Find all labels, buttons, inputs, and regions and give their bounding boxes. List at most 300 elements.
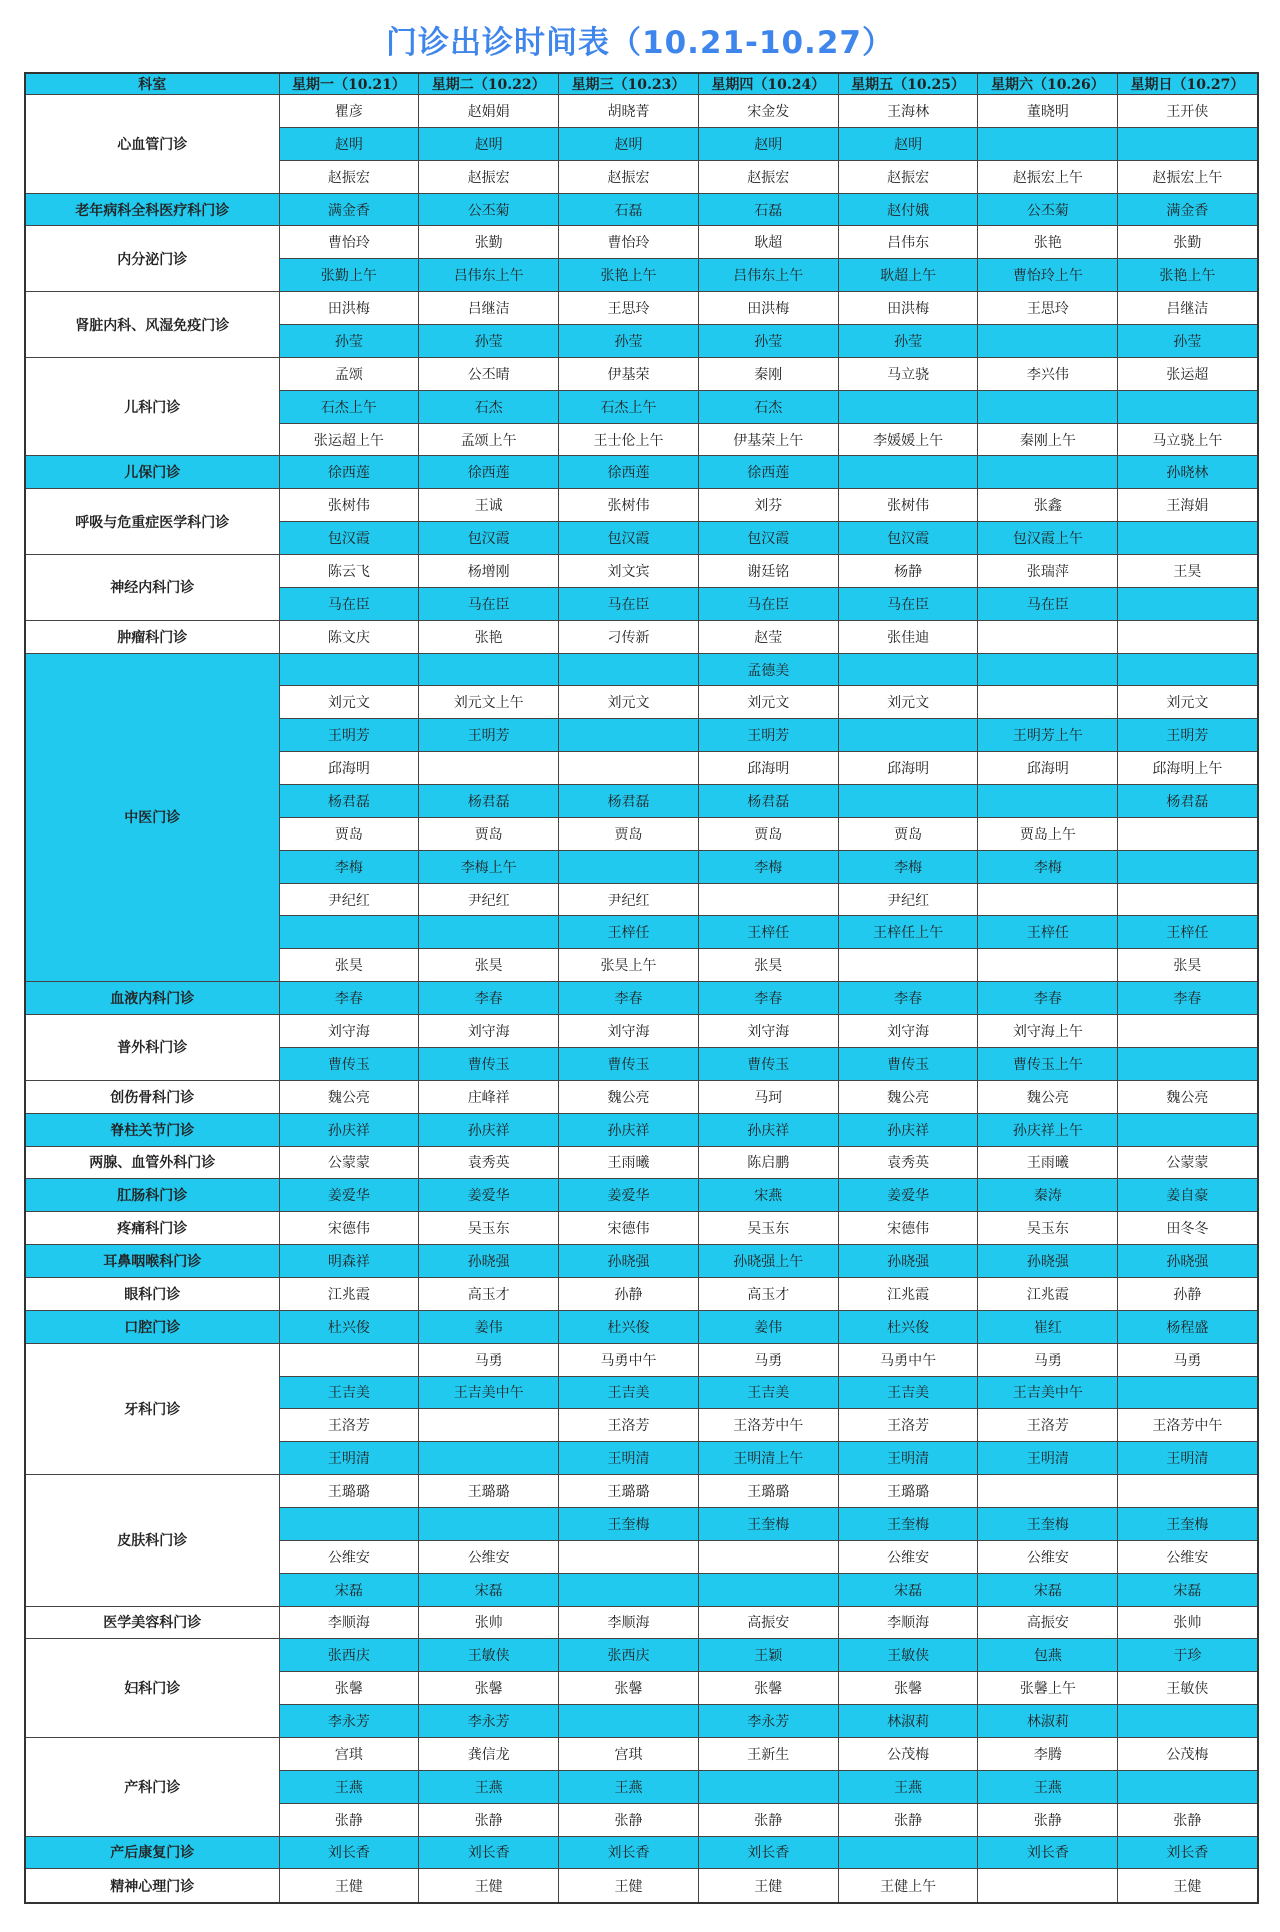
table-row (25, 1869, 1258, 1903)
doctor-cell: 张树伟 (838, 489, 978, 522)
table-row (25, 456, 1258, 489)
doctor-cell: 龚信龙 (419, 1737, 559, 1770)
doctor-cell: 张静 (559, 1803, 699, 1836)
doctor-cell: 贾岛上午 (978, 817, 1118, 850)
doctor-cell: 王海林 (838, 95, 978, 128)
doctor-cell: 张帅 (419, 1606, 559, 1639)
doctor-cell: 贾岛 (419, 817, 559, 850)
doctor-cell: 王健 (698, 1869, 838, 1903)
doctor-cell (559, 752, 699, 785)
column-header-thu: 星期四（10.24） (698, 73, 838, 95)
doctor-cell: 宋磊 (279, 1573, 419, 1606)
doctor-cell: 林淑莉 (838, 1705, 978, 1738)
table-row (25, 620, 1258, 653)
doctor-cell: 孙庆祥上午 (978, 1113, 1118, 1146)
doctor-cell: 邱海明上午 (1118, 752, 1258, 785)
doctor-cell: 王明清 (279, 1442, 419, 1475)
doctor-cell: 孙静 (1118, 1277, 1258, 1310)
doctor-cell: 公维安 (419, 1540, 559, 1573)
doctor-cell: 赵明 (419, 127, 559, 160)
doctor-cell: 王明清 (978, 1442, 1118, 1475)
doctor-cell: 曹怡玲上午 (978, 259, 1118, 292)
doctor-cell: 张帅 (1118, 1606, 1258, 1639)
doctor-cell: 孙庆祥 (559, 1113, 699, 1146)
doctor-cell: 王吉美 (279, 1376, 419, 1409)
doctor-cell: 张静 (279, 1803, 419, 1836)
table-row (25, 1245, 1258, 1278)
doctor-cell: 张勤 (1118, 226, 1258, 259)
table-row (25, 1080, 1258, 1113)
doctor-cell: 马立骁 (838, 357, 978, 390)
doctor-cell: 秦涛 (978, 1179, 1118, 1212)
doctor-cell: 马立骁上午 (1118, 423, 1258, 456)
doctor-cell: 李媛媛上午 (838, 423, 978, 456)
doctor-cell: 刘长香 (419, 1836, 559, 1869)
doctor-cell: 王健 (279, 1869, 419, 1903)
doctor-cell: 公茂梅 (1118, 1737, 1258, 1770)
doctor-cell: 李梅 (838, 850, 978, 883)
doctor-cell (419, 1507, 559, 1540)
doctor-cell: 张瑞萍 (978, 555, 1118, 588)
doctor-cell: 刘长香 (978, 1836, 1118, 1869)
doctor-cell: 包汉霞上午 (978, 522, 1118, 555)
department-name: 创伤骨科门诊 (25, 1080, 279, 1113)
doctor-cell: 王洛芳 (978, 1409, 1118, 1442)
doctor-cell: 孙晓强 (838, 1245, 978, 1278)
doctor-cell: 吕伟东上午 (419, 259, 559, 292)
doctor-cell: 张静 (698, 1803, 838, 1836)
doctor-cell: 石杰上午 (559, 390, 699, 423)
doctor-cell: 包汉霞 (419, 522, 559, 555)
doctor-cell (1118, 1475, 1258, 1508)
doctor-cell: 耿超上午 (838, 259, 978, 292)
doctor-cell: 王洛芳 (559, 1409, 699, 1442)
doctor-cell: 公茂梅 (838, 1737, 978, 1770)
doctor-cell: 李顺海 (838, 1606, 978, 1639)
doctor-cell: 胡晓菁 (559, 95, 699, 128)
doctor-cell: 高玉才 (419, 1277, 559, 1310)
doctor-cell: 孙莹 (279, 325, 419, 358)
doctor-cell: 秦刚 (698, 357, 838, 390)
doctor-cell: 江兆霞 (838, 1277, 978, 1310)
doctor-cell: 王燕 (978, 1770, 1118, 1803)
doctor-cell: 赵振宏 (419, 160, 559, 193)
doctor-cell (978, 325, 1118, 358)
doctor-cell: 杨静 (838, 555, 978, 588)
doctor-cell: 崔红 (978, 1310, 1118, 1343)
doctor-cell: 孟颂 (279, 357, 419, 390)
doctor-cell: 尹纪红 (838, 883, 978, 916)
doctor-cell: 马在臣 (978, 587, 1118, 620)
doctor-cell (838, 1836, 978, 1869)
doctor-cell: 张馨上午 (978, 1672, 1118, 1705)
doctor-cell: 姜爱华 (838, 1179, 978, 1212)
doctor-cell: 宋磊 (1118, 1573, 1258, 1606)
doctor-cell (1118, 1376, 1258, 1409)
doctor-cell: 江兆霞 (978, 1277, 1118, 1310)
doctor-cell: 魏公亮 (1118, 1080, 1258, 1113)
doctor-cell: 李永芳 (419, 1705, 559, 1738)
column-header-sat: 星期六（10.26） (978, 73, 1118, 95)
doctor-cell (978, 1869, 1118, 1903)
doctor-cell: 王新生 (698, 1737, 838, 1770)
doctor-cell: 李春 (978, 982, 1118, 1015)
doctor-cell: 宋德伟 (559, 1212, 699, 1245)
doctor-cell: 孟德美 (698, 653, 838, 686)
doctor-cell (1118, 653, 1258, 686)
doctor-cell: 王明清 (838, 1442, 978, 1475)
doctor-cell: 李腾 (978, 1737, 1118, 1770)
doctor-cell: 张艳上午 (559, 259, 699, 292)
doctor-cell: 田洪梅 (279, 292, 419, 325)
doctor-cell (1118, 522, 1258, 555)
doctor-cell: 张鑫 (978, 489, 1118, 522)
doctor-cell: 孙晓强 (978, 1245, 1118, 1278)
department-name: 眼科门诊 (25, 1277, 279, 1310)
doctor-cell: 公丕菊 (978, 193, 1118, 226)
doctor-cell: 王明清上午 (698, 1442, 838, 1475)
department-name: 口腔门诊 (25, 1310, 279, 1343)
doctor-cell: 李梅上午 (419, 850, 559, 883)
table-row (25, 1277, 1258, 1310)
doctor-cell (978, 620, 1118, 653)
doctor-cell: 公蒙蒙 (279, 1146, 419, 1179)
doctor-cell: 孙晓强 (419, 1245, 559, 1278)
doctor-cell: 刘守海上午 (978, 1015, 1118, 1048)
doctor-cell: 宋燕 (698, 1179, 838, 1212)
doctor-cell: 赵明 (279, 127, 419, 160)
department-name: 疼痛科门诊 (25, 1212, 279, 1245)
doctor-cell: 高玉才 (698, 1277, 838, 1310)
doctor-cell: 尹纪红 (279, 883, 419, 916)
doctor-cell: 马在臣 (279, 587, 419, 620)
doctor-cell: 魏公亮 (559, 1080, 699, 1113)
doctor-cell: 林淑莉 (978, 1705, 1118, 1738)
doctor-cell: 马勇中午 (838, 1343, 978, 1376)
table-row (25, 193, 1258, 226)
doctor-cell: 邱海明 (978, 752, 1118, 785)
doctor-cell: 田洪梅 (838, 292, 978, 325)
doctor-cell: 杨君磊 (559, 785, 699, 818)
doctor-cell: 孙庆祥 (279, 1113, 419, 1146)
doctor-cell: 孙晓强 (559, 1245, 699, 1278)
doctor-cell: 曹怡玲 (279, 226, 419, 259)
doctor-cell: 张静 (838, 1803, 978, 1836)
department-name: 儿保门诊 (25, 456, 279, 489)
table-row (25, 357, 1258, 390)
doctor-cell: 陈启鹏 (698, 1146, 838, 1179)
table-row (25, 1113, 1258, 1146)
doctor-cell: 孙莹 (698, 325, 838, 358)
doctor-cell: 田洪梅 (698, 292, 838, 325)
doctor-cell: 王吉美 (838, 1376, 978, 1409)
doctor-cell: 张昊 (279, 949, 419, 982)
doctor-cell: 孙莹 (559, 325, 699, 358)
doctor-cell: 姜伟 (419, 1310, 559, 1343)
doctor-cell: 张馨 (419, 1672, 559, 1705)
department-name: 内分泌门诊 (25, 226, 279, 292)
doctor-cell (279, 1343, 419, 1376)
doctor-cell: 袁秀英 (419, 1146, 559, 1179)
doctor-cell: 杨增刚 (419, 555, 559, 588)
doctor-cell: 宫琪 (279, 1737, 419, 1770)
doctor-cell: 包燕 (978, 1639, 1118, 1672)
doctor-cell: 吴玉东 (419, 1212, 559, 1245)
doctor-cell: 王健 (1118, 1869, 1258, 1903)
doctor-cell: 邱海明 (279, 752, 419, 785)
doctor-cell: 王昊 (1118, 555, 1258, 588)
doctor-cell: 孙莹 (419, 325, 559, 358)
doctor-cell: 邱海明 (698, 752, 838, 785)
doctor-cell (419, 653, 559, 686)
doctor-cell: 李春 (559, 982, 699, 1015)
doctor-cell: 李春 (279, 982, 419, 1015)
doctor-cell: 马勇 (1118, 1343, 1258, 1376)
table-row (25, 1639, 1258, 1672)
doctor-cell: 石杰 (698, 390, 838, 423)
doctor-cell: 张昊 (1118, 949, 1258, 982)
doctor-cell: 王明芳 (279, 719, 419, 752)
doctor-cell: 张艳 (419, 620, 559, 653)
doctor-cell: 袁秀英 (838, 1146, 978, 1179)
doctor-cell (1118, 850, 1258, 883)
doctor-cell (838, 653, 978, 686)
schedule-body (25, 95, 1258, 1904)
doctor-cell: 刘长香 (559, 1836, 699, 1869)
doctor-cell: 张佳迪 (838, 620, 978, 653)
department-name: 肿瘤科门诊 (25, 620, 279, 653)
doctor-cell (1118, 1015, 1258, 1048)
doctor-cell: 王燕 (419, 1770, 559, 1803)
doctor-cell (838, 390, 978, 423)
doctor-cell (838, 456, 978, 489)
doctor-cell: 马在臣 (838, 587, 978, 620)
doctor-cell: 孙晓强 (1118, 1245, 1258, 1278)
doctor-cell: 刘守海 (698, 1015, 838, 1048)
doctor-cell: 王吉美中午 (419, 1376, 559, 1409)
doctor-cell (1118, 587, 1258, 620)
doctor-cell: 刘元文 (698, 686, 838, 719)
doctor-cell: 石磊 (698, 193, 838, 226)
doctor-cell: 吕继洁 (1118, 292, 1258, 325)
doctor-cell: 王梓任 (698, 916, 838, 949)
doctor-cell (698, 1770, 838, 1803)
doctor-cell: 曹传玉 (698, 1047, 838, 1080)
doctor-cell: 王雨曦 (978, 1146, 1118, 1179)
doctor-cell: 赵付娥 (838, 193, 978, 226)
doctor-cell: 姜伟 (698, 1310, 838, 1343)
doctor-cell: 伊基荣上午 (698, 423, 838, 456)
doctor-cell: 伊基荣 (559, 357, 699, 390)
doctor-cell: 王明芳 (1118, 719, 1258, 752)
doctor-cell: 张昊上午 (559, 949, 699, 982)
doctor-cell (419, 1442, 559, 1475)
table-row (25, 1606, 1258, 1639)
doctor-cell: 王璐璐 (419, 1475, 559, 1508)
doctor-cell: 孙莹 (838, 325, 978, 358)
doctor-cell: 李顺海 (279, 1606, 419, 1639)
doctor-cell: 孙莹 (1118, 325, 1258, 358)
doctor-cell: 公丕菊 (419, 193, 559, 226)
doctor-cell (559, 1573, 699, 1606)
column-header-dept: 科室 (25, 73, 279, 95)
doctor-cell: 魏公亮 (838, 1080, 978, 1113)
doctor-cell: 谢廷铭 (698, 555, 838, 588)
doctor-cell: 王璐璐 (559, 1475, 699, 1508)
table-row (25, 489, 1258, 522)
department-name: 耳鼻咽喉科门诊 (25, 1245, 279, 1278)
doctor-cell: 公维安 (838, 1540, 978, 1573)
doctor-cell: 李春 (698, 982, 838, 1015)
doctor-cell: 杜兴俊 (838, 1310, 978, 1343)
doctor-cell: 刘长香 (698, 1836, 838, 1869)
doctor-cell: 邱海明 (838, 752, 978, 785)
doctor-cell: 宋德伟 (279, 1212, 419, 1245)
department-name: 脊柱关节门诊 (25, 1113, 279, 1146)
doctor-cell (698, 1540, 838, 1573)
doctor-cell: 张馨 (698, 1672, 838, 1705)
doctor-cell: 张勤上午 (279, 259, 419, 292)
doctor-cell: 石杰上午 (279, 390, 419, 423)
doctor-cell: 王诚 (419, 489, 559, 522)
doctor-cell: 尹纪红 (419, 883, 559, 916)
doctor-cell: 王思玲 (978, 292, 1118, 325)
doctor-cell: 赵明 (838, 127, 978, 160)
doctor-cell: 贾岛 (698, 817, 838, 850)
doctor-cell: 于珍 (1118, 1639, 1258, 1672)
doctor-cell: 吴玉东 (978, 1212, 1118, 1245)
doctor-cell (698, 1573, 838, 1606)
doctor-cell: 马勇 (419, 1343, 559, 1376)
doctor-cell: 曹怡玲 (559, 226, 699, 259)
doctor-cell (978, 883, 1118, 916)
doctor-cell: 满金香 (279, 193, 419, 226)
doctor-cell: 吴玉东 (698, 1212, 838, 1245)
doctor-cell: 王健 (559, 1869, 699, 1903)
doctor-cell: 王洛芳 (838, 1409, 978, 1442)
department-name: 产科门诊 (25, 1737, 279, 1836)
doctor-cell: 王梓任 (559, 916, 699, 949)
doctor-cell: 王明芳 (419, 719, 559, 752)
doctor-cell (838, 785, 978, 818)
doctor-cell: 李顺海 (559, 1606, 699, 1639)
doctor-cell: 张昊 (698, 949, 838, 982)
doctor-cell: 杨君磊 (1118, 785, 1258, 818)
doctor-cell: 王洛芳 (279, 1409, 419, 1442)
doctor-cell: 王璐璐 (279, 1475, 419, 1508)
doctor-cell (279, 653, 419, 686)
doctor-cell: 宋磊 (419, 1573, 559, 1606)
doctor-cell: 张昊 (419, 949, 559, 982)
doctor-cell: 公维安 (279, 1540, 419, 1573)
doctor-cell: 李梅 (698, 850, 838, 883)
department-name: 呼吸与危重症医学科门诊 (25, 489, 279, 555)
doctor-cell: 秦刚上午 (978, 423, 1118, 456)
doctor-cell: 包汉霞 (559, 522, 699, 555)
department-name: 牙科门诊 (25, 1343, 279, 1474)
doctor-cell: 田冬冬 (1118, 1212, 1258, 1245)
doctor-cell: 曹传玉 (279, 1047, 419, 1080)
doctor-cell: 杨君磊 (698, 785, 838, 818)
doctor-cell: 刘长香 (1118, 1836, 1258, 1869)
doctor-cell (978, 653, 1118, 686)
table-row (25, 1212, 1258, 1245)
doctor-cell (978, 127, 1118, 160)
doctor-cell: 徐西莲 (279, 456, 419, 489)
doctor-cell: 姜爱华 (279, 1179, 419, 1212)
doctor-cell: 张勤 (419, 226, 559, 259)
doctor-cell (978, 949, 1118, 982)
doctor-cell: 赵娟娟 (419, 95, 559, 128)
doctor-cell: 杜兴俊 (279, 1310, 419, 1343)
doctor-cell: 公维安 (978, 1540, 1118, 1573)
doctor-cell: 刘文宾 (559, 555, 699, 588)
doctor-cell (1118, 1113, 1258, 1146)
doctor-cell: 王士伦上午 (559, 423, 699, 456)
doctor-cell: 孙晓强上午 (698, 1245, 838, 1278)
doctor-cell: 曹传玉 (419, 1047, 559, 1080)
department-name: 两腺、血管外科门诊 (25, 1146, 279, 1179)
doctor-cell: 耿超 (698, 226, 838, 259)
doctor-cell: 徐西莲 (559, 456, 699, 489)
doctor-cell: 李春 (419, 982, 559, 1015)
doctor-cell: 王奎梅 (978, 1507, 1118, 1540)
doctor-cell: 明森祥 (279, 1245, 419, 1278)
doctor-cell: 石磊 (559, 193, 699, 226)
doctor-cell: 王敏侠 (838, 1639, 978, 1672)
doctor-cell (279, 916, 419, 949)
doctor-cell: 王梓任上午 (838, 916, 978, 949)
doctor-cell: 包汉霞 (838, 522, 978, 555)
doctor-cell: 江兆霞 (279, 1277, 419, 1310)
doctor-cell: 姜自豪 (1118, 1179, 1258, 1212)
doctor-cell: 董晓明 (978, 95, 1118, 128)
column-header-fri: 星期五（10.25） (838, 73, 978, 95)
doctor-cell (1118, 620, 1258, 653)
department-name: 儿科门诊 (25, 357, 279, 456)
doctor-cell: 张树伟 (559, 489, 699, 522)
doctor-cell: 高振安 (978, 1606, 1118, 1639)
doctor-cell: 刘长香 (279, 1836, 419, 1869)
table-row (25, 1343, 1258, 1376)
doctor-cell (1118, 127, 1258, 160)
doctor-cell: 瞿彦 (279, 95, 419, 128)
department-name: 产后康复门诊 (25, 1836, 279, 1869)
doctor-cell: 张馨 (838, 1672, 978, 1705)
page-title: 门诊出诊时间表（10.21-10.27） (386, 25, 894, 61)
table-row (25, 555, 1258, 588)
doctor-cell: 公丕晴 (419, 357, 559, 390)
department-name: 血液内科门诊 (25, 982, 279, 1015)
doctor-cell: 孙庆祥 (698, 1113, 838, 1146)
doctor-cell: 刘守海 (419, 1015, 559, 1048)
schedule-table (24, 72, 1259, 1904)
doctor-cell: 刘元文 (279, 686, 419, 719)
department-name: 肛肠科门诊 (25, 1179, 279, 1212)
table-row (25, 1015, 1258, 1048)
department-name: 神经内科门诊 (25, 555, 279, 621)
doctor-cell: 赵莹 (698, 620, 838, 653)
doctor-cell: 王健 (419, 1869, 559, 1903)
doctor-cell: 王梓任 (1118, 916, 1258, 949)
doctor-cell: 王颖 (698, 1639, 838, 1672)
doctor-cell: 吕继洁 (419, 292, 559, 325)
doctor-cell: 马勇 (978, 1343, 1118, 1376)
table-row (25, 982, 1258, 1015)
doctor-cell: 马勇中午 (559, 1343, 699, 1376)
doctor-cell: 张静 (1118, 1803, 1258, 1836)
table-row (25, 1836, 1258, 1869)
